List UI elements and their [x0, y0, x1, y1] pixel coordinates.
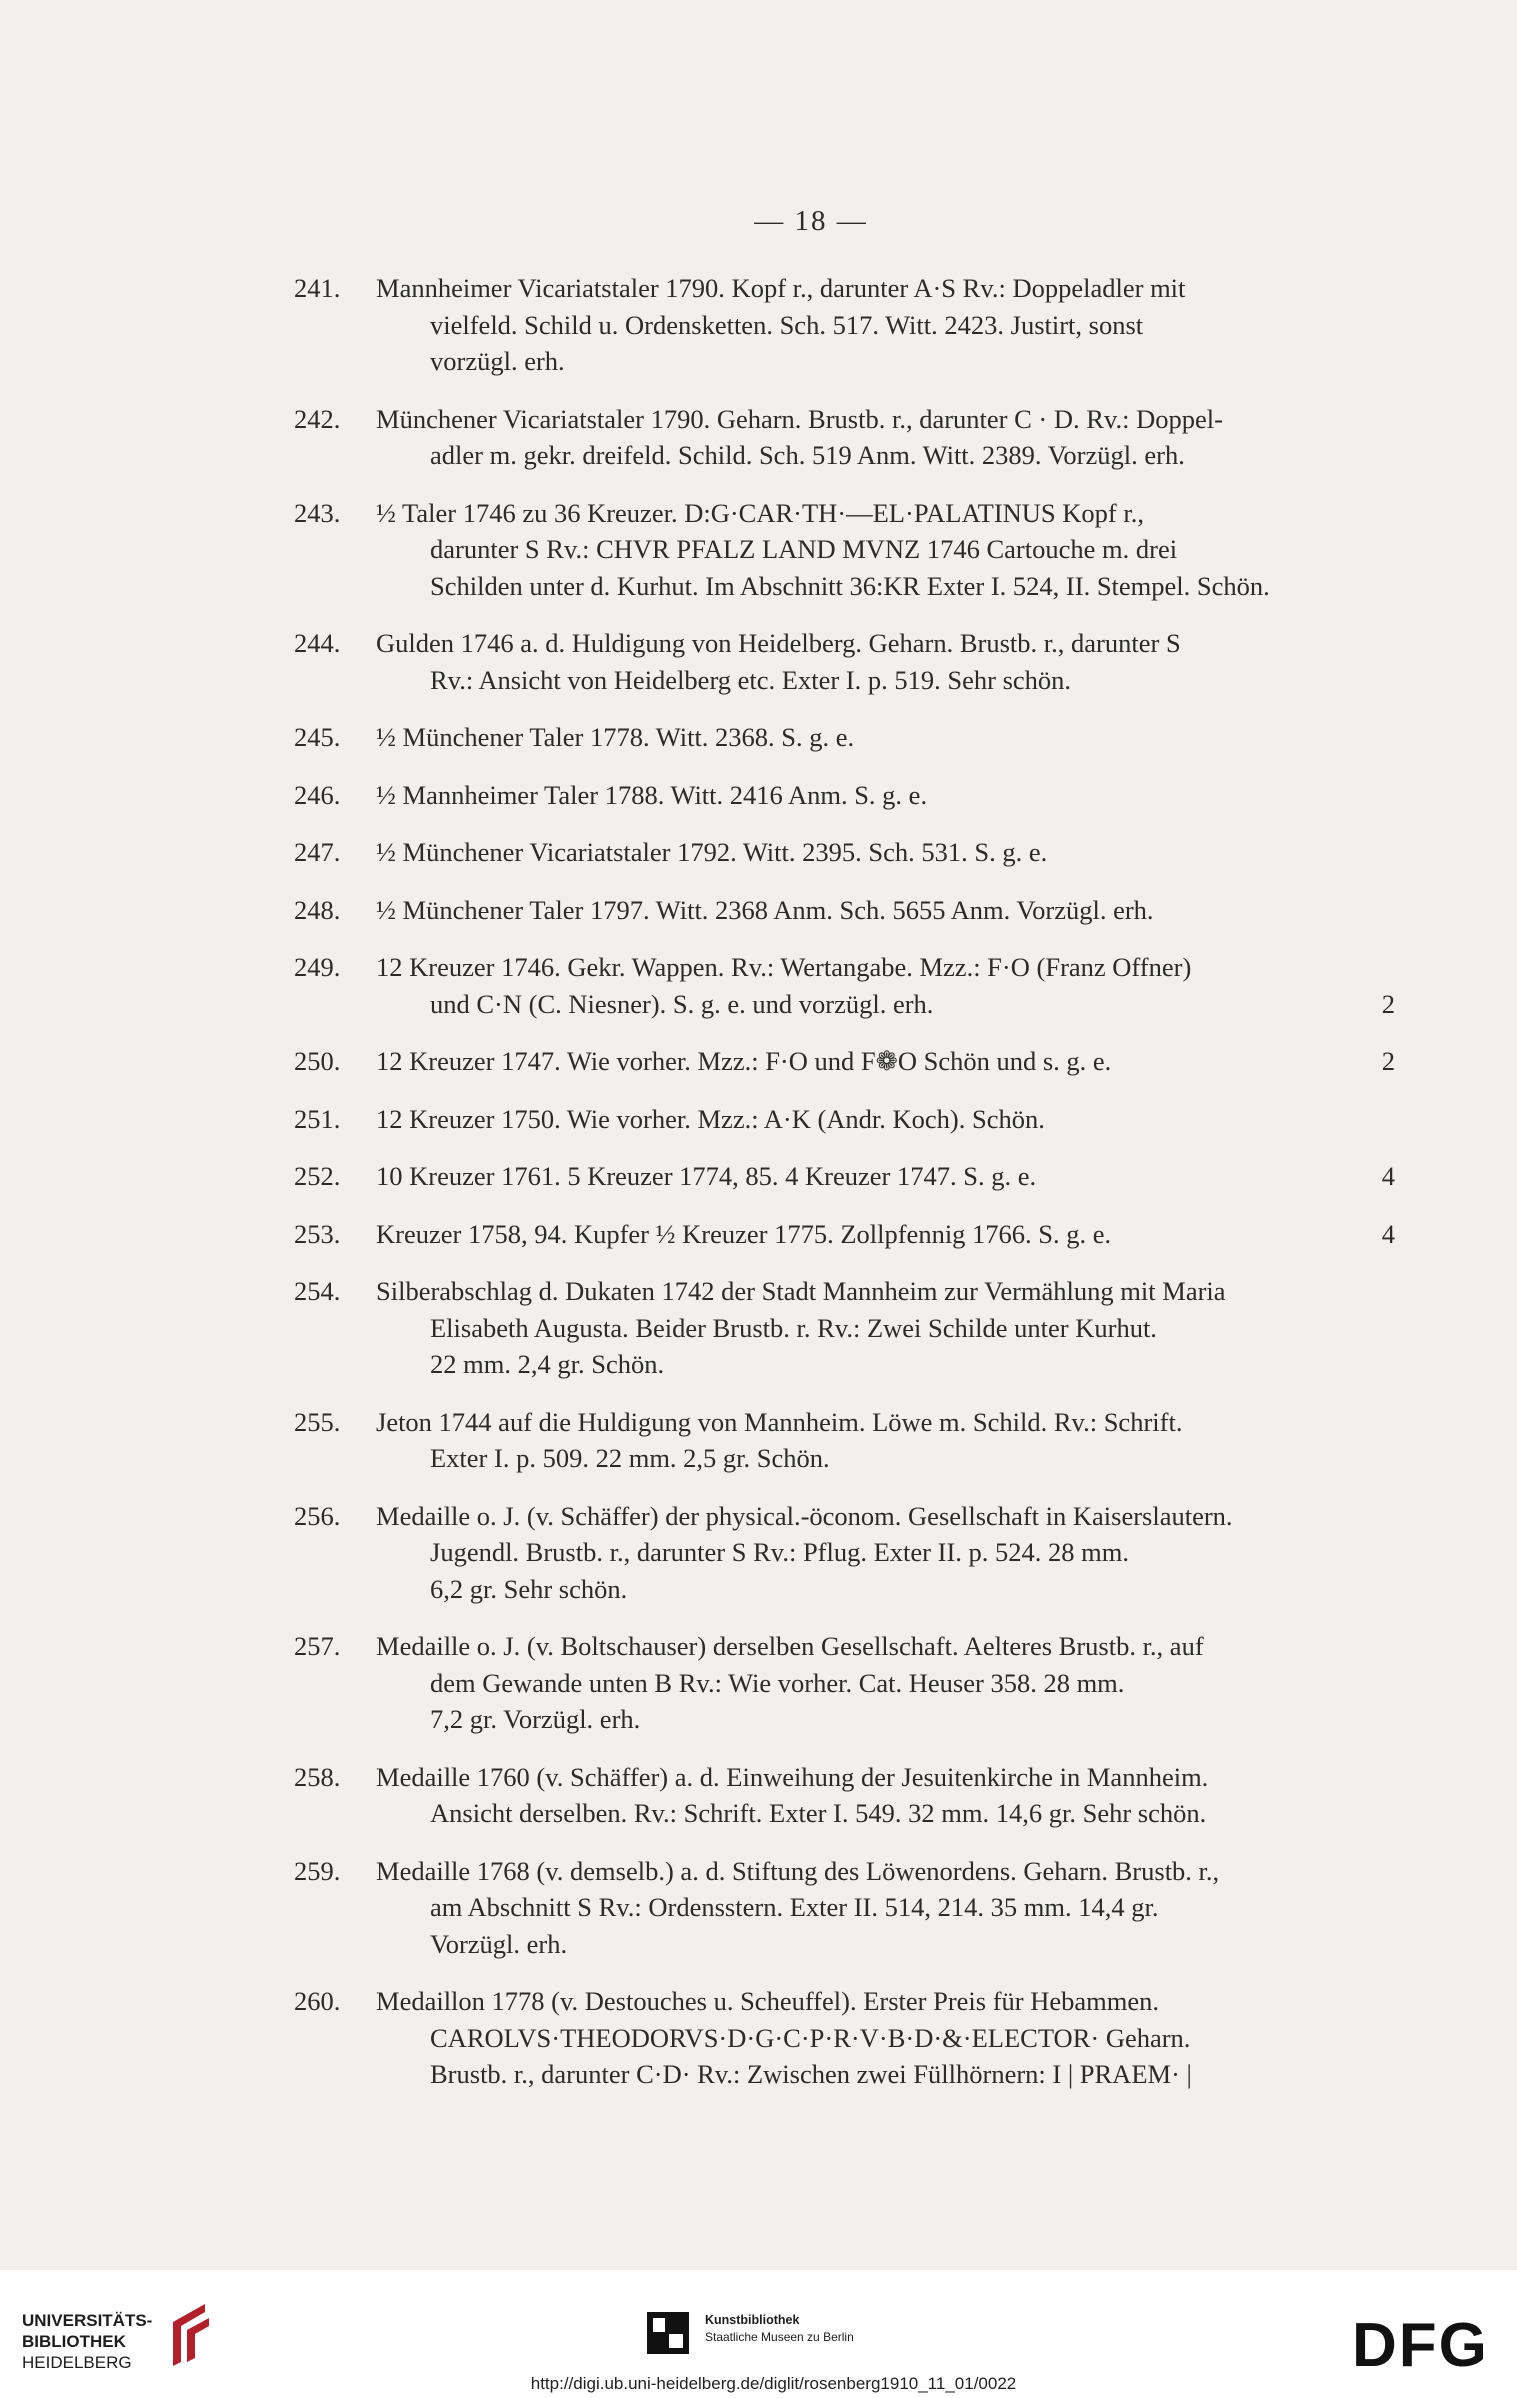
- uni-heidelberg-logo[interactable]: [22, 2310, 152, 2373]
- entry-description: [376, 1983, 1395, 2093]
- entry-price: 2: [1381, 988, 1395, 1019]
- entry-line: vielfeld. Schild u. Ordensketten. Sch. 517. Witt. 2423. Justirt, sonst: [430, 309, 1144, 340]
- entry-number: 250.: [294, 1046, 341, 1076]
- entry-line: Kreuzer 1758, 94. Kupfer ½ Kreuzer 1775. Zollpfennig 1766. S. g. e.: [376, 1218, 1112, 1249]
- entry-line: Medaillon 1778 (v. Destouches u. Scheuffel). Erster Preis für Hebammen.: [376, 1986, 1160, 2016]
- entry-line: 7,2 gr. Vorzügl. erh.: [430, 1704, 641, 1734]
- entry-price: 4: [1381, 1161, 1395, 1191]
- entry-description: [376, 949, 1395, 1022]
- entry-number: 254.: [294, 1276, 341, 1306]
- entry-number: 244.: [294, 628, 341, 658]
- entry-description: [376, 1404, 1395, 1477]
- entry-description: [376, 719, 1395, 756]
- entry-line: 12 Kreuzer 1747. Wie vorher. Mzz.: F·O und F❁O Schön und s. g. e.: [376, 1046, 1112, 1076]
- catalog-entry: [294, 1158, 1395, 1195]
- entry-line: darunter S Rv.: CHVR PFALZ LAND MVNZ 1746 Cartouche m. drei: [430, 534, 1178, 564]
- entry-price: 4: [1381, 1218, 1395, 1249]
- entry-line: 12 Kreuzer 1746. Gekr. Wappen. Rv.: Wertangabe. Mzz.: F·O (Franz Offner): [376, 952, 1192, 982]
- entry-number: 259.: [294, 1855, 341, 1886]
- uni-logo-line2: BIBLIOTHEK: [22, 2332, 126, 2351]
- catalog-entry: [294, 1498, 1395, 1608]
- entry-line: Jugendl. Brustb. r., darunter S Rv.: Pflug. Exter II. p. 524. 28 mm.: [430, 1537, 1130, 1567]
- entry-description: [376, 270, 1395, 380]
- entry-line: 12 Kreuzer 1750. Wie vorher. Mzz.: A·K (Andr. Koch). Schön.: [376, 1103, 1045, 1134]
- entry-description: [376, 892, 1395, 929]
- entry-line: Medaille o. J. (v. Schäffer) der physical.-öconom. Gesellschaft in Kaiserslautern.: [376, 1500, 1233, 1531]
- entry-line: Münchener Vicariatstaler 1790. Geharn. Brustb. r., darunter C · D. Rv.: Doppel-: [376, 403, 1223, 434]
- catalog-entry: [294, 1404, 1395, 1477]
- entry-number: 242.: [294, 403, 341, 434]
- catalog-entry: [294, 1853, 1395, 1963]
- page-number: — 18 —: [754, 205, 868, 237]
- entry-number: 241.: [294, 273, 341, 303]
- entry-line: Silberabschlag d. Dukaten 1742 der Stadt Mannheim zur Vermählung mit Maria: [376, 1276, 1226, 1306]
- entry-line: ½ Münchener Taler 1797. Witt. 2368 Anm. Sch. 5655 Anm. Vorzügl. erh.: [376, 894, 1154, 925]
- entry-line: Jeton 1744 auf die Huldigung von Mannheim. Löwe m. Schild. Rv.: Schrift.: [376, 1406, 1183, 1437]
- entry-line: Exter I. p. 509. 22 mm. 2,5 gr. Schön.: [430, 1443, 830, 1473]
- entry-line: Medaille 1760 (v. Schäffer) a. d. Einweihung der Jesuitenkirche in Mannheim.: [376, 1761, 1209, 1792]
- catalog-entry: [294, 625, 1395, 698]
- catalog-entry: [294, 1983, 1395, 2093]
- entry-line: Brustb. r., darunter C·D· Rv.: Zwischen zwei Füllhörnern: I | PRAEM· |: [430, 2059, 1192, 2089]
- entry-number: 260.: [294, 1986, 341, 2016]
- uni-logo-line1: UNIVERSITÄTS-: [22, 2311, 153, 2330]
- entry-number: 253.: [294, 1218, 341, 1249]
- entry-number: 246.: [294, 779, 341, 810]
- entry-line: 22 mm. 2,4 gr. Schön.: [430, 1349, 665, 1379]
- source-url[interactable]: http://digi.ub.uni-heidelberg.de/diglit/rosenberg1910_11_01/0022: [530, 2374, 1017, 2393]
- entry-description: [376, 777, 1395, 814]
- entry-description: [376, 1273, 1395, 1383]
- entry-description: [376, 1628, 1395, 1738]
- entry-line: ½ Taler 1746 zu 36 Kreuzer. D:G·CAR·TH·—EL·PALATINUS Kopf r.,: [376, 497, 1144, 528]
- catalog-entry: [294, 495, 1395, 605]
- entry-description: [376, 1101, 1395, 1138]
- entry-description: [376, 1853, 1395, 1963]
- entry-number: 257.: [294, 1631, 341, 1661]
- entry-line: am Abschnitt S Rv.: Ordensstern. Exter II. 514, 214. 35 mm. 14,4 gr.: [430, 1892, 1159, 1922]
- catalog-entry: [294, 401, 1395, 474]
- catalog-entry: [294, 777, 1395, 814]
- kb-line1: Kunstbibliothek: [705, 2313, 800, 2327]
- entry-line: ½ Münchener Vicariatstaler 1792. Witt. 2395. Sch. 531. S. g. e.: [376, 837, 1048, 867]
- entry-line: adler m. gekr. dreifeld. Schild. Sch. 519 Anm. Witt. 2389. Vorzügl. erh.: [430, 440, 1185, 470]
- entry-line: Medaille 1768 (v. demselb.) a. d. Stiftung des Löwenordens. Geharn. Brustb. r.,: [376, 1855, 1220, 1886]
- entry-description: [376, 1498, 1395, 1608]
- catalog-entry: [294, 892, 1395, 929]
- entry-line: Elisabeth Augusta. Beider Brustb. r. Rv.: Zwei Schilde unter Kurhut.: [430, 1312, 1157, 1343]
- entry-line: Rv.: Ansicht von Heidelberg etc. Exter I. p. 519. Sehr schön.: [430, 664, 1072, 695]
- entry-number: 247.: [294, 837, 341, 867]
- entry-line: 10 Kreuzer 1761. 5 Kreuzer 1774, 85. 4 Kreuzer 1747. S. g. e.: [376, 1161, 1037, 1191]
- catalog-entry: [294, 270, 1395, 380]
- catalog-entry: [294, 949, 1395, 1022]
- catalog-entry: [294, 1101, 1395, 1138]
- entry-description: [376, 834, 1395, 871]
- entry-number: 252.: [294, 1161, 341, 1191]
- entry-price: 2: [1381, 1046, 1395, 1076]
- entry-description: [376, 495, 1395, 605]
- entry-number: 258.: [294, 1761, 341, 1792]
- entry-line: Gulden 1746 a. d. Huldigung von Heidelberg. Geharn. Brustb. r., darunter S: [376, 628, 1181, 658]
- entry-line: und C·N (C. Niesner). S. g. e. und vorzügl. erh.: [430, 988, 934, 1019]
- kb-line2: Staatliche Museen zu Berlin: [705, 2330, 854, 2344]
- dfg-logo[interactable]: DFG: [1352, 2311, 1489, 2380]
- kunstbibliothek-logo-icon[interactable]: [647, 2312, 689, 2354]
- entry-description: [376, 401, 1395, 474]
- entry-number: 248.: [294, 894, 341, 925]
- catalog-entry: [294, 1216, 1395, 1253]
- uni-logo-line3: HEIDELBERG: [22, 2353, 132, 2372]
- catalog-entry: [294, 1273, 1395, 1383]
- entry-line: Vorzügl. erh.: [430, 1928, 568, 1959]
- entry-number: 243.: [294, 497, 341, 528]
- entry-line: Mannheimer Vicariatstaler 1790. Kopf r., darunter A·S Rv.: Doppeladler mit: [376, 273, 1186, 303]
- catalog-entry: [294, 1043, 1395, 1080]
- entry-line: 6,2 gr. Sehr schön.: [430, 1573, 628, 1604]
- catalog-entry: [294, 1628, 1395, 1738]
- entry-description: [376, 1216, 1395, 1253]
- kunstbibliothek-text: [705, 2312, 854, 2346]
- entry-number: 245.: [294, 722, 341, 752]
- catalog-entry: [294, 1759, 1395, 1832]
- entry-line: Schilden unter d. Kurhut. Im Abschnitt 36:KR Exter I. 524, II. Stempel. Schön.: [430, 570, 1270, 601]
- entry-line: ½ Münchener Taler 1778. Witt. 2368. S. g. e.: [376, 722, 855, 752]
- entry-number: 255.: [294, 1406, 341, 1437]
- entry-description: [376, 625, 1395, 698]
- entry-line: dem Gewande unten B Rv.: Wie vorher. Cat. Heuser 358. 28 mm.: [430, 1667, 1125, 1698]
- entry-line: Medaille o. J. (v. Boltschauser) derselben Gesellschaft. Aelteres Brustb. r., auf: [376, 1631, 1204, 1661]
- uni-heidelberg-mark-icon: [165, 2300, 215, 2370]
- catalog-entry: [294, 834, 1395, 871]
- entry-description: [376, 1158, 1395, 1195]
- footer-bar: [0, 2270, 1517, 2398]
- entry-line: Ansicht derselben. Rv.: Schrift. Exter I. 549. 32 mm. 14,6 gr. Sehr schön.: [430, 1798, 1207, 1828]
- entry-line: ½ Mannheimer Taler 1788. Witt. 2416 Anm. S. g. e.: [376, 779, 928, 810]
- catalog-entries: [294, 270, 1395, 2114]
- entry-line: vorzügl. erh.: [430, 346, 565, 376]
- entry-description: [376, 1759, 1395, 1832]
- entry-line: CAROLVS·THEODORVS·D·G·C·P·R·V·B·D·&·ELECTOR· Geharn.: [430, 2022, 1191, 2053]
- entry-number: 249.: [294, 952, 341, 982]
- catalog-entry: [294, 719, 1395, 756]
- entry-number: 256.: [294, 1500, 341, 1531]
- entry-description: [376, 1043, 1395, 1080]
- entry-number: 251.: [294, 1103, 341, 1134]
